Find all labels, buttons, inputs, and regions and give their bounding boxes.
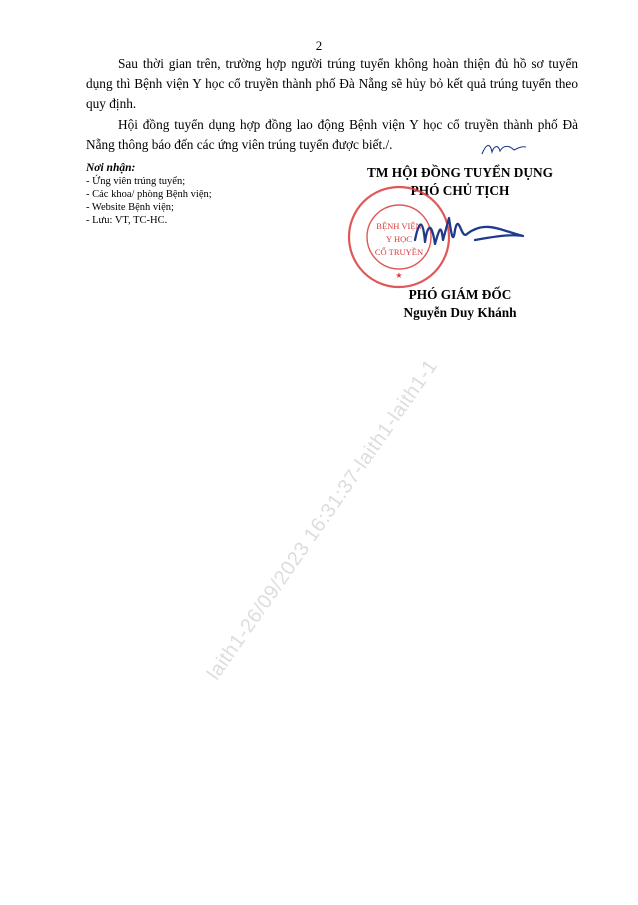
council-line: TM HỘI ĐỒNG TUYỂN DỤNG: [367, 165, 553, 180]
recipient-item: - Website Bệnh viện;: [86, 202, 174, 213]
recipients-heading: Nơi nhận:: [86, 162, 136, 174]
recipient-item: - Các khoa/ phòng Bệnh viện;: [86, 189, 212, 200]
signer-name: Nguyễn Duy Khánh: [403, 305, 517, 320]
recipient-item: - Lưu: VT, TC-HC.: [86, 215, 168, 226]
watermark-text: laith1-26/09/2023 16:31:37-laith1-laith1-1: [202, 355, 443, 685]
seal-line: BỆNH VIỆN: [376, 221, 422, 231]
svg-text:★: ★: [395, 271, 403, 280]
vice-chair-line: PHÓ CHỦ TỊCH: [410, 183, 510, 198]
paragraph-notification: Hội đồng tuyển dụng hợp đồng lao động Bệnh viện Y học cổ truyền thành phố Đà Nẵng thông báo đến các ứng viên trúng tuyển được biết./.: [86, 117, 578, 152]
paragraph-result-cancellation: Sau thời gian trên, trường hợp người trúng tuyển không hoàn thiện đủ hồ sơ tuyển dụng thì Bệnh viện Y học cổ truyền thành phố Đà Nẵng sẽ hủy bỏ kết quả trúng tuyển theo quy định.: [86, 56, 578, 111]
seal-line: Y HỌC: [386, 234, 412, 244]
page-number: 2: [315, 38, 323, 53]
recipients-list: [86, 162, 212, 227]
initial-signature-icon: [478, 138, 528, 160]
handwritten-signature-icon: [405, 200, 535, 270]
recipient-item: - Ứng viên trúng tuyển;: [86, 176, 186, 187]
seal-line: CỔ TRUYỀN: [374, 247, 424, 257]
signer-title: PHÓ GIÁM ĐỐC: [408, 287, 512, 302]
